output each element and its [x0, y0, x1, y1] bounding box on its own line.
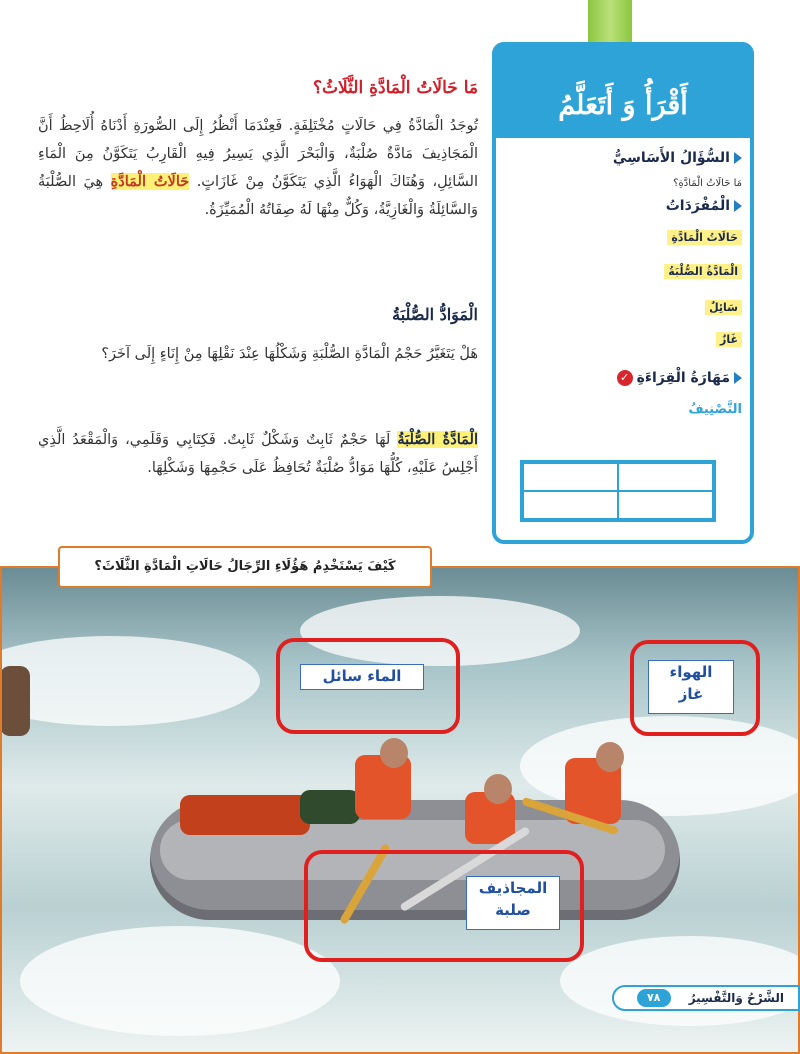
- essential-question-heading: [613, 150, 742, 166]
- label-oars: [466, 876, 560, 930]
- page-heading: مَا حَالَاتُ الْمَادَّةِ الثَّلَاثُ؟: [312, 78, 478, 98]
- table-cell: [618, 463, 713, 491]
- vocab-item: الْمَادَّةُ الصُّلْبَةُ: [664, 264, 742, 279]
- reading-skill-text: التَّصْنِيفُ: [688, 402, 742, 417]
- table-cell: [618, 491, 713, 519]
- table-cell: [523, 463, 618, 491]
- key-term-highlight: حَالَاتُ الْمَادَّةِ: [110, 173, 190, 190]
- table-cell: [523, 491, 618, 519]
- label-air: [648, 660, 734, 714]
- read-learn-title: أَقْرَأُ وَ أَتَعَلَّمُ: [558, 90, 688, 121]
- essential-question-text: مَا حَالَاتُ الْمَادَّةِ؟: [673, 178, 742, 189]
- classification-table: [520, 460, 716, 522]
- reading-skill-label: مَهَارَةُ الْقِرَاءَةِ: [636, 370, 730, 386]
- vocabulary-label: الْمُفْرَدَاتُ: [665, 198, 730, 214]
- read-learn-header: [492, 42, 754, 138]
- vocab-item: سَائِلٌ: [705, 300, 742, 315]
- bullet-triangle-icon: [734, 200, 742, 212]
- intro-text-cont: هِيَ الصُّلْبَةُ وَالسَّائِلَةُ وَالْغَازِيَّةُ، وَكُلٌّ مِنْهَا لَهُ صِفَاتُهُ الْمُمَيِّزَةُ.: [38, 174, 478, 218]
- page-number: ٧٨: [637, 989, 671, 1007]
- essential-question-label: السُّؤَالُ الأَسَاسِيُّ: [612, 150, 730, 166]
- solids-text: لَهَا حَجْمٌ ثَابِتٌ وَشَكْلٌ ثَابِتٌ. فَكِتَابِي وَقَلَمِي، وَالْمَقْعَدُ الَّذِي أَجْلِسُ عَلَيْهِ، كُلُّهَا مَوَادُّ صُلْبَةٌ تُحَافِظُ عَلَى حَجْمِهَا وَشَكْلِهَا.: [38, 432, 478, 476]
- label-air-line1: الهواء: [669, 663, 713, 681]
- check-icon: ✓: [617, 370, 633, 386]
- vocab-item: غَازٌ: [716, 332, 742, 347]
- bullet-triangle-icon: [734, 152, 742, 164]
- vocab-item: حَالَاتُ الْمَادَّةِ: [667, 230, 742, 245]
- intro-paragraph: [38, 112, 478, 224]
- label-oars-line2: صلبة: [495, 901, 531, 919]
- section-subheading: الْمَوَادُّ الصُّلْبَةُ: [392, 305, 478, 324]
- section-footer-label: الشَّرْحُ وَالتَّفْسِيرُ: [688, 991, 784, 1005]
- read-learn-box: [492, 42, 754, 544]
- solids-paragraph: [38, 426, 478, 482]
- label-air-line2: غاز: [678, 685, 704, 703]
- photo-caption: كَيْفَ يَسْتَخْدِمُ هَؤُلَاءِ الرِّجَالُ حَالَاتِ الْمَادَّةِ الثَّلَاثَ؟: [58, 546, 432, 588]
- vocabulary-heading: [666, 198, 742, 214]
- question-paragraph: هَلْ يَتَغَيَّرُ حَجْمُ الْمَادَّةِ الصُّلْبَةِ وَشَكْلُهَا عِنْدَ نَقْلِهَا مِنْ إِنَاءٍ إِلَى آخَرَ؟: [101, 346, 478, 362]
- bullet-triangle-icon: [734, 372, 742, 384]
- section-footer: [612, 985, 800, 1011]
- label-oars-line1: المجاذيف: [478, 879, 548, 897]
- reading-skill-heading: [617, 370, 742, 386]
- intro-text: تُوجَدُ الْمَادَّةُ فِي حَالَاتٍ مُخْتَلِفَةٍ. فَعِنْدَمَا أَنْظُرُ إِلَى الصُّورَةِ أَدْنَاهُ أُلَاحِظُ أَنَّ الْمَجَاذِيفَ مَادَّةٌ صُلْبَةٌ، وَالْبَحْرَ الَّذِي يَسِيرُ فِيهِ الْقَارِبُ يَتَكَوَّنُ مِنَ الْمَاءِ السَّائِلِ، وَهُنَاكَ الْهَوَاءُ الَّذِي يَتَكَوَّنُ مِنْ غَازَاتٍ.: [38, 118, 479, 190]
- label-water: الماء سائل: [300, 664, 424, 690]
- key-term-highlight: الْمَادَّةُ الصُّلْبَةُ: [397, 431, 478, 448]
